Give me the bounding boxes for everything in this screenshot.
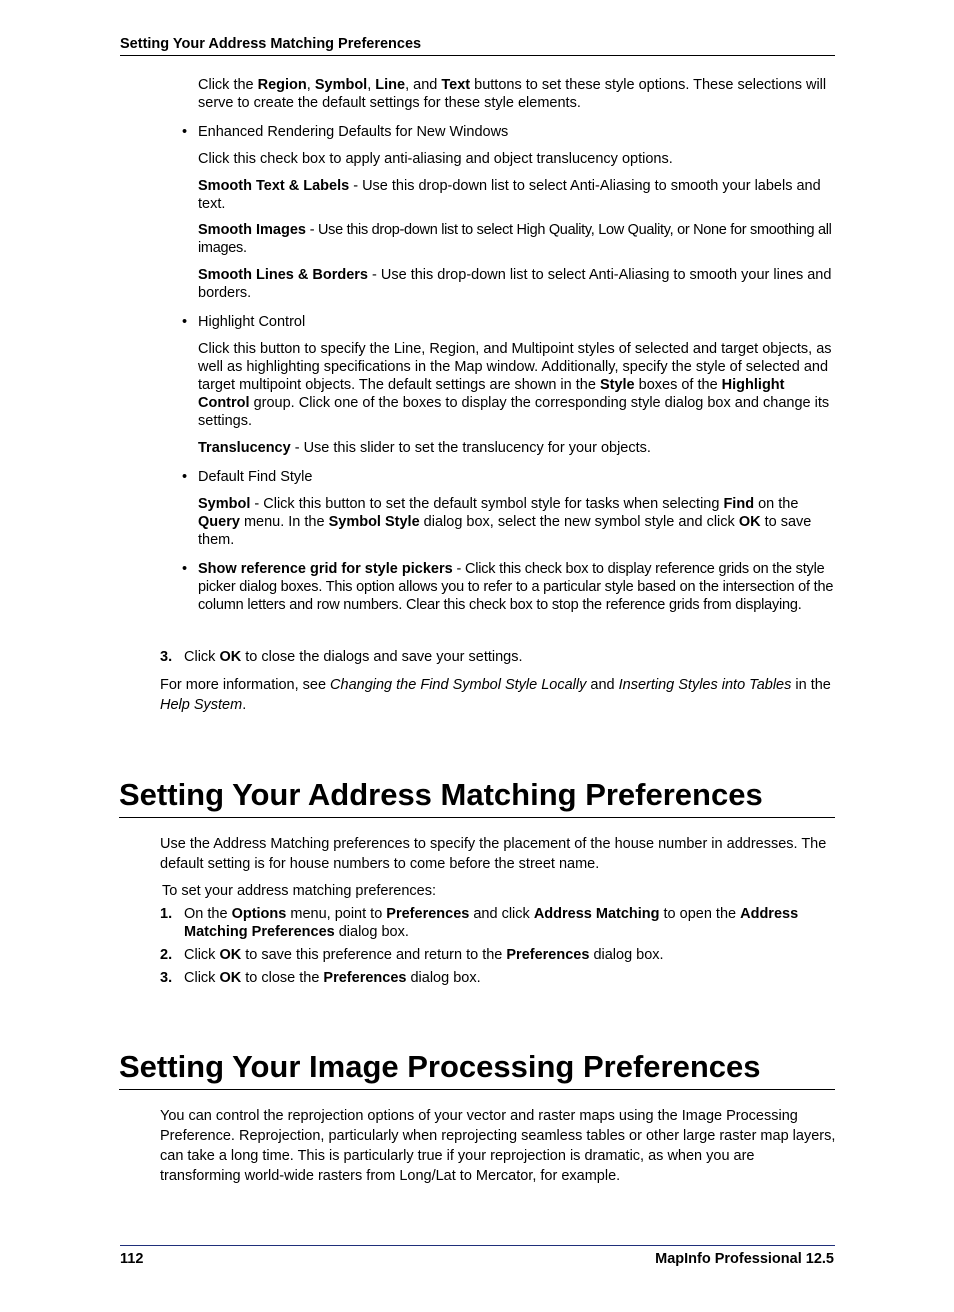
product-name: MapInfo Professional 12.5 [655,1251,834,1267]
bold-text: Translucency [198,440,291,456]
style-buttons-paragraph [198,76,838,112]
text: On the [184,906,232,922]
text: . [242,697,247,713]
address-matching-heading: Setting Your Address Matching Preferences [119,777,835,818]
step-text [184,648,834,666]
highlight-control-desc [198,340,838,430]
bullet: • [182,561,188,577]
bold-text: Text [441,77,471,93]
default-find-style-desc [198,495,838,549]
step-text [184,905,834,941]
text: and click [469,906,534,922]
help-topic-link: Changing the Find Symbol Style Locally [330,677,587,693]
bold-text: Preferences [323,970,407,986]
text: boxes of the [634,377,722,393]
text: - Click this button to set the default symbol style for tasks when selecting [250,496,724,512]
bold-text: OK [219,649,242,665]
step-number: 3. [160,970,173,986]
default-find-style-title: Default Find Style [198,469,313,485]
reference-grid-paragraph [198,560,838,614]
text: and [586,677,619,693]
footer-divider [120,1245,835,1246]
text: , [367,77,376,93]
text: dialog box, select the new symbol style and click [419,514,739,530]
bold-text: Symbol Style [328,514,420,530]
bold-text: Address Matching Preferences [184,906,799,940]
text: Click [184,649,220,665]
smooth-lines-paragraph [198,266,838,302]
text: dialog box. [334,924,409,940]
bold-text: OK [219,970,242,986]
running-header: Setting Your Address Matching Preferences [120,35,835,56]
text: menu. In the [239,514,329,530]
step-text [184,946,834,964]
text: buttons to set these style options. These selections will serve to create the default settings for these style elements. [198,77,827,111]
bold-text: Line [375,77,406,93]
step-number: 3. [160,649,173,665]
bold-text: Options [231,906,287,922]
text: to close the dialogs and save your settings. [241,649,523,665]
bullet: • [182,314,188,330]
enhanced-rendering-title: Enhanced Rendering Defaults for New Windows [198,124,509,140]
bold-text: Highlight Control [198,377,785,411]
text: Click the [198,77,258,93]
help-topic-link: Inserting Styles into Tables [618,677,792,693]
page-number: 112 [120,1251,144,1267]
text: Click [184,947,220,963]
bold-text: Find [723,496,755,512]
bold-text: Preferences [506,947,590,963]
text: dialog box. [589,947,664,963]
highlight-control-title: Highlight Control [198,314,306,330]
text: For more information, see [160,677,331,693]
text: Click [184,970,220,986]
bold-text: Region [257,77,307,93]
address-matching-lead: To set your address matching preferences: [162,883,437,899]
bullet: • [182,124,188,140]
image-processing-intro: You can control the reprojection options of your vector and raster maps using the Image Processing Preference. Reprojection, particularly when reprojecting seamless tables or other large raster map layers, can take a long time. This is particularly true if your reprojection is dramatic, as when you are transforming world-wide rasters from Long/Lat to Mercator, for example. [160,1108,836,1184]
step-number: 2. [160,947,173,963]
text: to save this preference and return to the [241,947,507,963]
text: Click this button to specify the Line, Region, and Multipoint styles of selected and target objects, as well as highlighting specifications in the Map window. Additionally, specify the style of selected and target multipoint objects. The default settings are shown in the [198,341,832,393]
text: menu, point to [286,906,387,922]
text: on the [754,496,799,512]
address-matching-intro: Use the Address Matching preferences to specify the placement of the house number in addresses. The default setting is for house numbers to come before the street name. [160,836,827,872]
step-number: 1. [160,906,173,922]
enhanced-rendering-desc: Click this check box to apply anti-aliasing and object translucency options. [198,151,673,167]
text: - Use this drop-down list to select Anti-Aliasing to smooth your labels and text. [198,178,821,212]
text: group. Click one of the boxes to display the corresponding style dialog box and change its settings. [198,395,830,429]
text: dialog box. [406,970,481,986]
translucency-paragraph [198,439,838,457]
image-processing-heading: Setting Your Image Processing Preferences [119,1049,835,1090]
bold-text: Address Matching [533,906,660,922]
text: in the [791,677,831,693]
text: - Use this slider to set the translucency for your objects. [290,440,651,456]
text: - Click this check box to display reference grids on the style picker dialog boxes. This option allows you to refer to a particular style based on the intersection of the column letters and row numbers. Clear this check box to stop the reference grids from displaying. [198,561,834,613]
text: , and [405,77,442,93]
smooth-text-paragraph [198,177,838,213]
bold-text: Query [198,514,240,530]
bold-text: OK [738,514,761,530]
bold-text: Smooth Text & Labels [198,178,350,194]
bold-text: Symbol [198,496,251,512]
bold-text: Show reference grid for style pickers [198,561,453,577]
more-info-paragraph [160,675,838,715]
text: - Use this drop-down list to select Anti-Aliasing to smooth your lines and borders. [198,267,832,301]
smooth-images-paragraph [198,221,838,257]
bold-text: Smooth Images [198,222,306,238]
text: to save them. [198,514,812,548]
bullet: • [182,469,188,485]
bold-text: Style [599,377,635,393]
text: - Use this drop-down list to select High Quality, Low Quality, or None for smoothing all images. [198,222,832,256]
bold-text: Preferences [386,906,470,922]
text: to open the [659,906,741,922]
bold-text: Smooth Lines & Borders [198,267,368,283]
bold-text: OK [219,947,242,963]
text: , [306,77,315,93]
bold-text: Symbol [314,77,368,93]
text: to close the [241,970,324,986]
step-text [184,969,834,987]
help-system-link: Help System [160,697,243,713]
